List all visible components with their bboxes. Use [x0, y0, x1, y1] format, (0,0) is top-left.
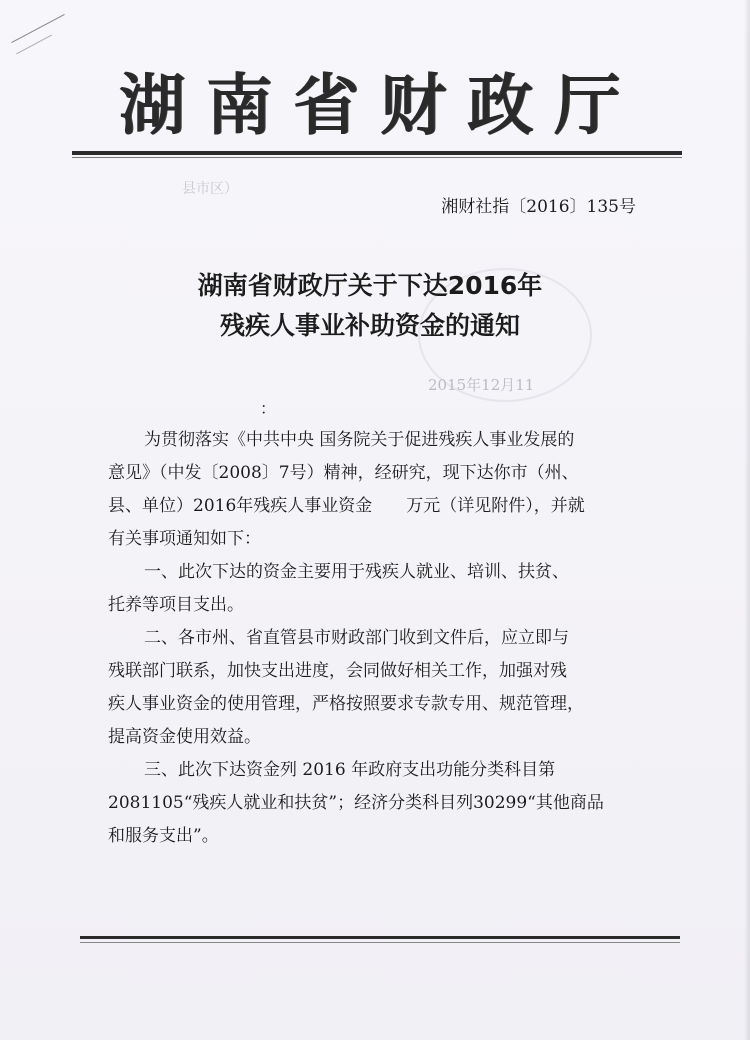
body-line: 2081105“残疾人就业和扶贫”；经济分类科目列30299“其他商品	[108, 793, 604, 813]
body-line: 县、单位）2016年残疾人事业资金 万元（详见附件），并就	[108, 496, 585, 516]
document-body	[108, 424, 664, 853]
body-line: 有关事项通知如下：	[108, 529, 261, 549]
body-line: 和服务支出”。	[108, 826, 219, 846]
body-line: 疾人事业资金的使用管理，严格按照要求专款专用、规范管理，	[108, 694, 584, 714]
body-line: 意见》（中发〔2008〕7号）精神，经研究，现下达你市（州、	[108, 463, 579, 483]
footer-rule	[80, 936, 680, 939]
body-line: 残联部门联系，加快支出进度，会同做好相关工作，加强对残	[108, 661, 567, 681]
body-line: 提高资金使用效益。	[108, 727, 261, 747]
body-line: 二、各市州、省直管县市财政部门收到文件后，应立即与	[144, 628, 569, 648]
letterhead	[80, 66, 680, 146]
document-title-line2: 残疾人事业补助资金的通知	[219, 311, 520, 340]
scan-edge-shadow	[744, 0, 750, 1040]
agency-name: 湖南省财政厅	[119, 67, 641, 144]
letterhead-rule-thin	[72, 157, 682, 158]
body-line: 为贯彻落实《中共中央 国务院关于促进残疾人事业发展的	[144, 430, 575, 450]
document-number: 湘财社指〔2016〕135号	[441, 197, 636, 217]
letterhead-rule	[72, 151, 682, 155]
seal-date-ghost: 2015年12月11	[428, 376, 535, 394]
footer-rule-thin	[80, 942, 680, 943]
bleed-through-text: 县市区）	[182, 181, 238, 197]
addressee-colon: ：	[260, 399, 277, 418]
document-title-line1: 湖南省财政厅关于下达2016年	[197, 271, 543, 300]
body-line: 三、此次下达资金列 2016 年政府支出功能分类科目第	[144, 760, 556, 780]
scan-mark	[11, 14, 64, 43]
body-line: 托养等项目支出。	[108, 595, 244, 615]
body-line: 一、此次下达的资金主要用于残疾人就业、培训、扶贫、	[144, 562, 569, 582]
